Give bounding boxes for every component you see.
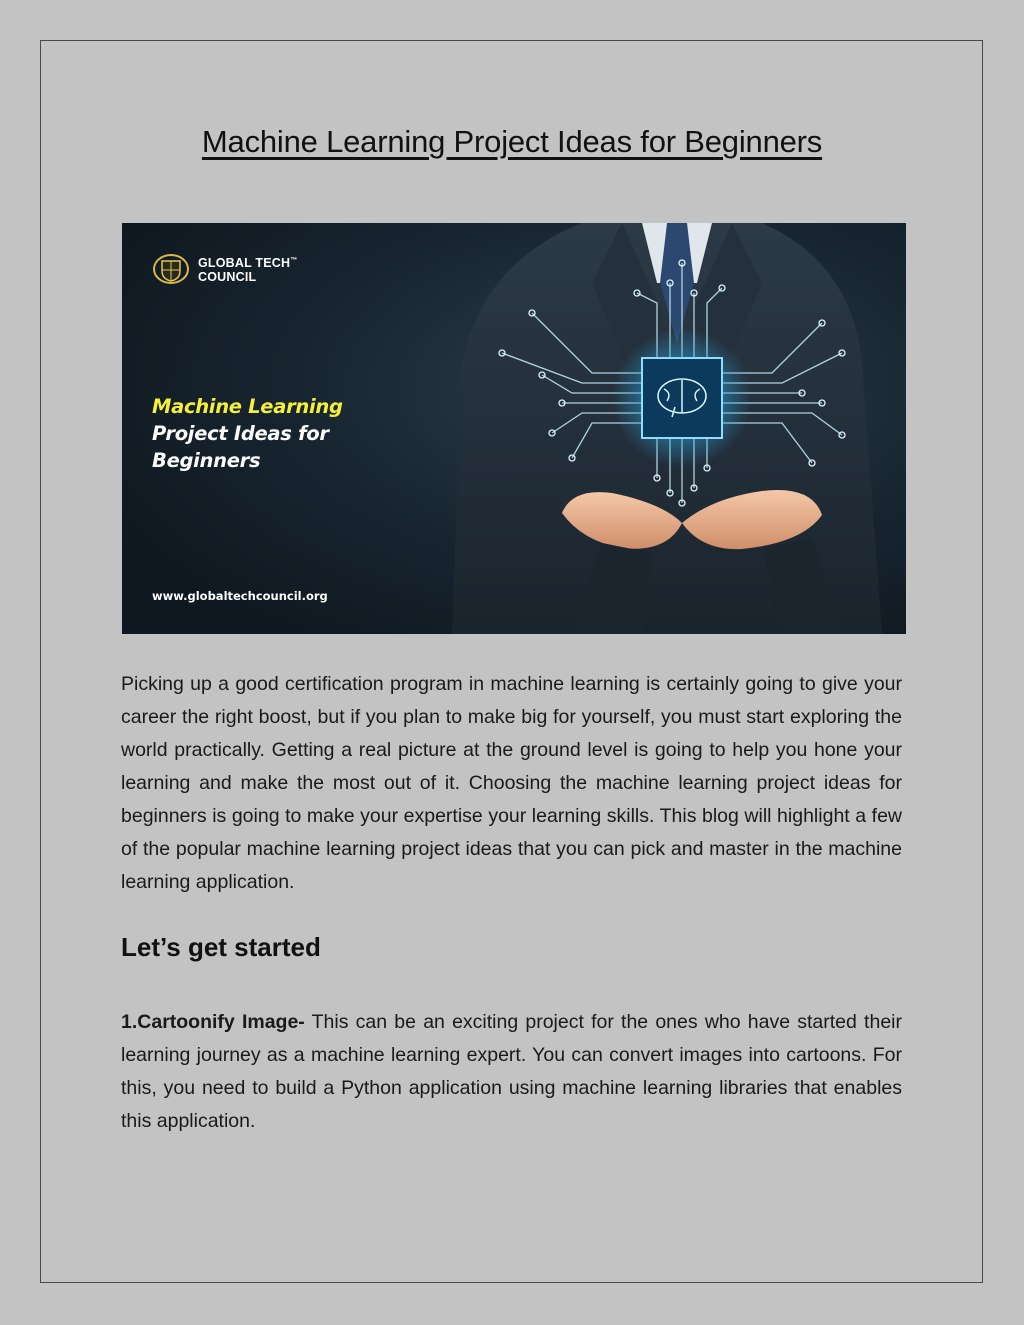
intro-paragraph: Picking up a good certification program in machine learning is certainly going to give your career the right boost, but if you plan to make big for yourself, you must start exploring the world practically. Getting a real picture at the ground level is going to help you hone your learning and make the most out of it. Choosing the machine learning project ideas for beginners is going to make your expertise your learning skills. This blog will highlight a few of the popular machine learning project ideas that you can pick and master in the machine learning application.: [121, 673, 902, 893]
item-text: This can be an exciting project for the ones who have started their learning journey as a machine learning expert. You can convert images into cartoons. For this, you need to build a Python application using machine learning libraries that enables this application.: [121, 1011, 902, 1132]
hero-heading-line2: Project Ideas for: [152, 422, 329, 445]
logo-line1: GLOBAL TECH: [198, 256, 291, 271]
item-label: 1.Cartoonify Image-: [121, 1011, 305, 1033]
shield-emblem-icon: [152, 253, 190, 285]
hero-heading-line3: Beginners: [152, 449, 261, 472]
section-heading: Let’s get started: [121, 932, 321, 962]
logo-trademark: ™: [290, 257, 298, 265]
document-title: Machine Learning Project Ideas for Beginners: [201, 124, 823, 159]
hero-heading-line1: Machine Learning: [152, 395, 343, 418]
global-tech-council-logo: [152, 253, 297, 285]
logo-line2: COUNCIL: [198, 269, 257, 284]
list-item: [121, 1006, 902, 1138]
hero-heading: [152, 393, 343, 474]
hero-url: www.globaltechcouncil.org: [152, 589, 328, 603]
hero-banner-image: [122, 223, 906, 634]
